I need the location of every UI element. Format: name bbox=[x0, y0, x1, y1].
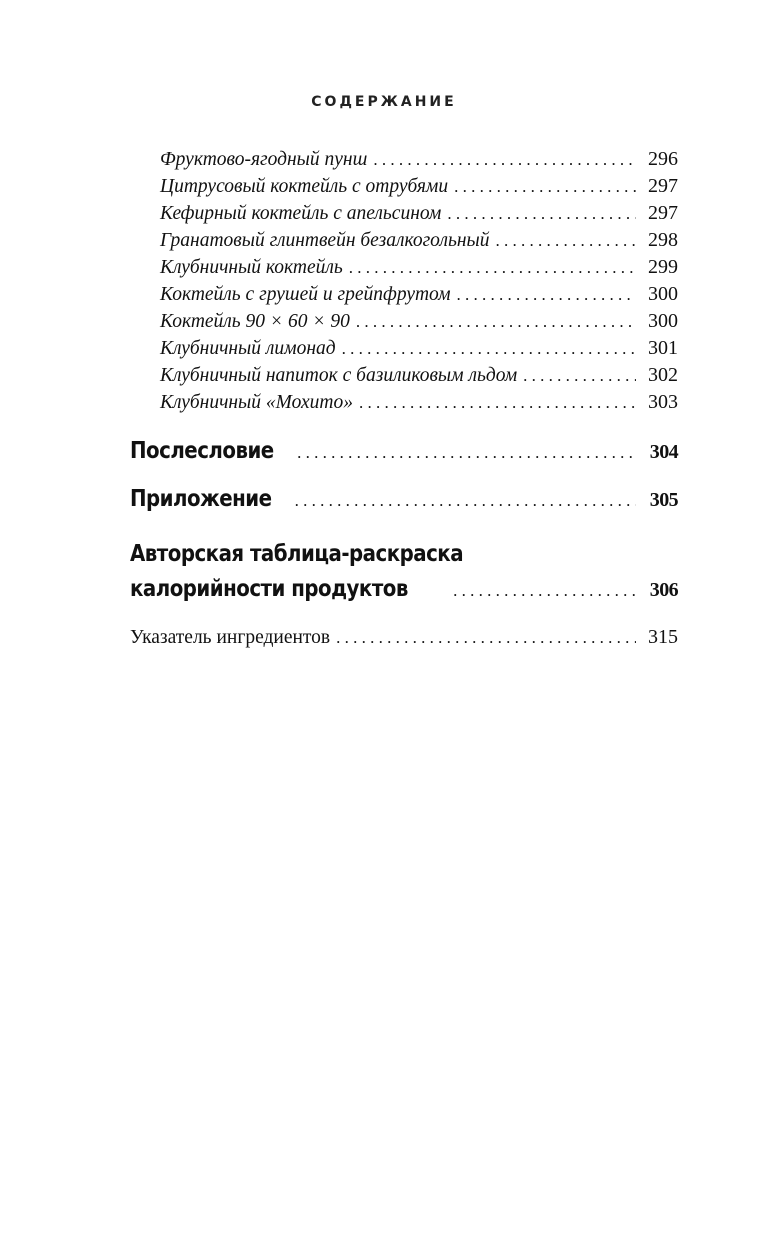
dot-leader bbox=[454, 173, 636, 200]
toc-chapter-title-line2: калорийности продуктов bbox=[130, 576, 408, 602]
toc-chapter-title: Приложение bbox=[130, 486, 272, 512]
toc-entry-page: 300 bbox=[648, 283, 678, 305]
toc-entry[interactable] bbox=[130, 281, 678, 308]
page-header: СОДЕРЖАНИЕ bbox=[311, 94, 457, 110]
toc-entry-title: Коктейль 90 × 60 × 90 bbox=[160, 311, 350, 332]
toc-entry[interactable] bbox=[130, 362, 678, 389]
toc-entry[interactable] bbox=[130, 335, 678, 362]
dot-leader bbox=[295, 491, 636, 511]
toc-entry-title: Клубничный «Мохито» bbox=[160, 392, 353, 413]
dot-leader bbox=[359, 389, 636, 416]
toc-chapter-appendix[interactable] bbox=[130, 486, 678, 512]
toc-entry-title: Указатель ингредиентов bbox=[130, 627, 331, 648]
toc-index-entry[interactable] bbox=[130, 626, 678, 649]
toc-entry-title: Гранатовый глинтвейн безалкогольный bbox=[160, 230, 490, 251]
table-of-contents bbox=[130, 146, 678, 649]
toc-entry-page: 302 bbox=[648, 364, 678, 386]
toc-entry-title: Коктейль с грушей и грейпфрутом bbox=[160, 284, 451, 305]
toc-entry-page: 300 bbox=[648, 310, 678, 332]
toc-entry[interactable] bbox=[130, 254, 678, 281]
toc-chapter-page: 305 bbox=[649, 489, 678, 511]
dot-leader bbox=[342, 335, 636, 362]
toc-entry[interactable] bbox=[130, 146, 678, 173]
toc-entry-page: 301 bbox=[648, 337, 678, 359]
toc-entry-title: Клубничный напиток с базиликовым льдом bbox=[160, 365, 518, 386]
dot-leader bbox=[523, 362, 636, 389]
toc-chapter-title-line1: Авторская таблица-раскраска bbox=[130, 541, 464, 567]
dot-leader bbox=[453, 581, 636, 601]
toc-entry-title: Клубничный коктейль bbox=[160, 257, 343, 278]
dot-leader bbox=[349, 254, 636, 281]
toc-chapter-page: 304 bbox=[649, 441, 678, 463]
toc-entry-title: Фруктово-ягодный пунш bbox=[160, 149, 368, 170]
toc-entry-page: 299 bbox=[648, 256, 678, 278]
toc-entry-title: Кефирный коктейль с апельсином bbox=[160, 203, 442, 224]
dot-leader bbox=[336, 628, 636, 648]
toc-entry[interactable] bbox=[130, 308, 678, 335]
dot-leader bbox=[356, 308, 636, 335]
dot-leader bbox=[447, 200, 636, 227]
toc-entry-page: 296 bbox=[648, 148, 678, 170]
toc-entry-page: 315 bbox=[648, 626, 678, 648]
toc-entry-title: Цитрусовый коктейль с отрубями bbox=[160, 176, 449, 197]
toc-entry-page: 303 bbox=[648, 391, 678, 413]
dot-leader bbox=[457, 281, 636, 308]
dot-leader bbox=[373, 146, 636, 173]
toc-entry[interactable] bbox=[130, 173, 678, 200]
toc-entry-page: 297 bbox=[648, 202, 678, 224]
toc-entry-title: Клубничный лимонад bbox=[160, 338, 336, 359]
dot-leader bbox=[495, 227, 636, 254]
toc-entry[interactable] bbox=[130, 200, 678, 227]
toc-chapter-calorie-table[interactable] bbox=[130, 538, 678, 602]
toc-entry[interactable] bbox=[130, 227, 678, 254]
toc-entry-page: 298 bbox=[648, 229, 678, 251]
toc-entry[interactable] bbox=[130, 389, 678, 416]
toc-chapter-page: 306 bbox=[649, 579, 678, 601]
dot-leader bbox=[297, 443, 636, 463]
toc-entry-page: 297 bbox=[648, 175, 678, 197]
toc-chapter-title: Послесловие bbox=[130, 438, 274, 464]
toc-chapter-afterword[interactable] bbox=[130, 438, 678, 464]
